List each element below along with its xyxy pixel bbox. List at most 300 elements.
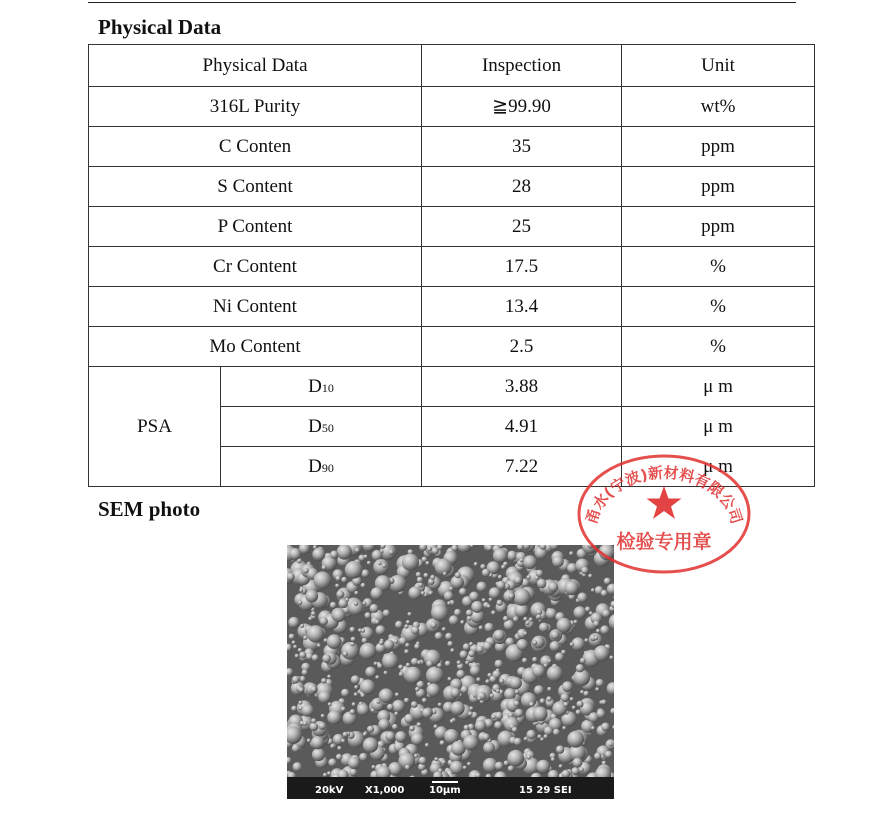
row-name: Ni Content	[89, 287, 422, 327]
sem-particle	[490, 694, 494, 698]
sem-particle	[526, 755, 531, 760]
sem-particle	[476, 677, 480, 681]
sem-particle	[427, 546, 432, 551]
sem-particle	[425, 743, 429, 747]
sem-particle	[354, 591, 358, 595]
sem-photo-heading: SEM photo	[98, 497, 201, 521]
sem-particle	[351, 675, 360, 684]
sem-particle	[470, 665, 481, 676]
sem-particle	[564, 702, 569, 707]
sem-particle	[307, 625, 324, 642]
psa-d-label: D50	[221, 407, 422, 447]
sem-particle	[469, 642, 473, 646]
sem-particle	[330, 744, 335, 749]
sem-particle	[504, 688, 516, 700]
sem-particle	[510, 677, 522, 689]
sem-particle	[570, 697, 574, 701]
header-unit: Unit	[622, 45, 815, 87]
sem-particle	[485, 679, 489, 683]
sem-particle	[438, 703, 442, 707]
sem-particle	[317, 644, 321, 648]
sem-particle	[514, 701, 520, 707]
sem-particle	[292, 676, 300, 684]
sem-particle	[459, 588, 467, 596]
sem-particle	[292, 641, 296, 645]
sem-particle	[537, 579, 547, 589]
sem-particle	[495, 660, 503, 668]
sem-particle	[559, 764, 563, 768]
sem-particle	[569, 551, 573, 555]
sem-particle	[604, 578, 611, 585]
sem-particle	[468, 650, 475, 657]
sem-particle	[465, 661, 469, 665]
sem-particle	[379, 640, 384, 645]
sem-particle	[345, 561, 363, 579]
sem-particle	[512, 727, 518, 733]
sem-particle	[411, 626, 419, 634]
sem-particle	[580, 658, 586, 664]
sem-particle	[596, 679, 604, 687]
sem-particle	[588, 574, 592, 578]
sem-particle	[311, 686, 317, 692]
sem-particle	[411, 701, 418, 708]
sem-particle	[330, 602, 337, 609]
sem-particle	[359, 753, 367, 761]
sem-particle	[321, 678, 327, 684]
sem-particle	[406, 663, 410, 667]
sem-particle	[440, 740, 445, 745]
sem-particle	[418, 582, 423, 587]
sem-info: 15 29 SEI	[519, 785, 572, 796]
sem-particle	[341, 707, 346, 712]
sem-particle	[421, 591, 425, 595]
top-rule	[88, 2, 796, 3]
sem-particle	[593, 621, 599, 627]
stamp-purpose: 检验专用章	[616, 531, 712, 553]
sem-particle	[293, 645, 297, 649]
sem-particle	[494, 630, 505, 641]
sem-particle	[405, 667, 422, 684]
sem-particle	[375, 675, 379, 679]
sem-particle	[415, 687, 420, 692]
sem-particle	[312, 548, 325, 561]
sem-particle	[392, 700, 405, 713]
sem-particle	[529, 702, 534, 707]
sem-particle	[536, 570, 543, 577]
sem-particle	[455, 572, 461, 578]
sem-particle	[288, 617, 299, 628]
sem-particle	[318, 691, 331, 704]
table-row	[89, 87, 815, 127]
sem-particle	[312, 654, 319, 661]
sem-particle	[424, 573, 429, 578]
sem-scale-bar	[432, 781, 458, 783]
sem-particle	[466, 610, 473, 617]
sem-particle	[601, 700, 606, 705]
sem-particle	[426, 666, 444, 684]
sem-particle	[442, 627, 446, 631]
sem-particle	[300, 676, 306, 682]
sem-particle	[430, 621, 437, 628]
sem-particle	[365, 667, 376, 678]
psa-value: 3.88	[422, 367, 622, 407]
sem-particle	[355, 548, 360, 553]
sem-particle	[405, 765, 410, 770]
sem-particle	[483, 642, 492, 651]
row-value: 28	[422, 167, 622, 207]
sem-particle	[539, 623, 549, 633]
sem-particle	[327, 675, 331, 679]
sem-particle	[352, 702, 356, 706]
sem-particle	[327, 771, 331, 775]
sem-particle	[527, 730, 537, 740]
sem-particle	[601, 590, 608, 597]
sem-particle	[434, 757, 438, 761]
sem-particle	[385, 731, 395, 741]
sem-particle	[303, 568, 309, 574]
sem-particle	[509, 593, 515, 599]
sem-particle	[501, 565, 506, 570]
sem-particle	[546, 608, 557, 619]
sem-particle	[540, 698, 546, 704]
sem-particle	[394, 639, 398, 643]
sem-particle	[547, 659, 551, 663]
sem-particle	[523, 555, 537, 569]
row-name: C Conten	[89, 127, 422, 167]
row-unit: %	[622, 327, 815, 367]
sem-particle	[570, 642, 574, 646]
sem-particle	[379, 688, 394, 703]
header-inspection: Inspection	[422, 45, 622, 87]
sem-magnification: X1,000	[365, 785, 405, 796]
sem-particle	[482, 733, 489, 740]
sem-particle	[469, 706, 473, 710]
sem-particle	[522, 658, 527, 663]
sem-particle	[544, 734, 548, 738]
sem-particle	[320, 617, 328, 625]
sem-particle	[536, 760, 550, 774]
row-unit: %	[622, 287, 815, 327]
sem-particle	[537, 735, 541, 739]
sem-particle	[581, 567, 588, 574]
sem-particle	[289, 634, 295, 640]
sem-particle	[476, 645, 484, 653]
sem-particle	[450, 688, 460, 698]
sem-particle	[302, 669, 308, 675]
sem-particle	[484, 623, 493, 632]
sem-particle	[547, 687, 551, 691]
sem-voltage: 20kV	[315, 785, 344, 796]
sem-particle	[536, 609, 542, 615]
sem-particle	[406, 620, 410, 624]
sem-particle	[546, 696, 551, 701]
sem-particle	[432, 547, 439, 554]
sem-particle	[303, 636, 307, 640]
sem-particle	[482, 598, 486, 602]
sem-particle	[548, 582, 558, 592]
sem-particle	[303, 721, 308, 726]
sem-particle	[354, 601, 359, 606]
sem-particle	[292, 744, 300, 752]
sem-particle	[343, 732, 348, 737]
sem-particle	[338, 599, 348, 609]
sem-particle	[460, 650, 468, 658]
sem-particle	[464, 725, 470, 731]
sem-particle	[414, 644, 420, 650]
row-value: 2.5	[422, 327, 622, 367]
sem-particle	[494, 721, 502, 729]
sem-particle	[577, 593, 587, 603]
sem-particle	[513, 588, 530, 605]
sem-particle	[579, 767, 584, 772]
sem-particle	[422, 708, 432, 718]
psa-row	[89, 367, 815, 407]
sem-particle	[378, 719, 390, 731]
sem-particle	[398, 665, 403, 670]
sem-particle	[445, 661, 451, 667]
sem-particle	[354, 685, 358, 689]
sem-particle	[437, 663, 442, 668]
sem-particle	[460, 620, 464, 624]
sem-particle	[382, 564, 386, 568]
sem-particle	[404, 698, 409, 703]
psa-d-label: D10	[221, 367, 422, 407]
sem-particle	[395, 731, 407, 743]
sem-particle	[408, 586, 421, 599]
sem-particle	[550, 641, 561, 652]
sem-particle	[404, 714, 414, 724]
sem-particle	[367, 726, 374, 733]
stamp-company: 甬水(宁波)新材料有限公司	[582, 463, 746, 527]
sem-particle	[468, 711, 473, 716]
sem-particle	[445, 633, 452, 640]
sem-particle	[576, 664, 584, 672]
sem-particle	[318, 722, 326, 730]
table-header-row	[89, 45, 815, 87]
psa-d-label: D90	[221, 447, 422, 487]
sem-particle	[567, 731, 584, 748]
sem-particle	[367, 561, 371, 565]
sem-particle	[322, 654, 331, 663]
sem-particle	[577, 701, 584, 708]
sem-particle	[336, 754, 342, 760]
sem-particle	[350, 642, 354, 646]
row-unit: ppm	[622, 207, 815, 247]
sem-particle	[477, 696, 481, 700]
sem-particle	[395, 693, 399, 697]
sem-particle	[335, 584, 339, 588]
sem-particle	[444, 591, 454, 601]
sem-particle	[387, 704, 394, 711]
sem-particle	[467, 762, 471, 766]
sem-particle	[523, 632, 527, 636]
sem-particle	[447, 601, 451, 605]
sem-particle	[520, 558, 524, 562]
row-value: ≧99.90	[422, 87, 622, 127]
sem-particle	[384, 640, 394, 650]
sem-particle	[594, 636, 598, 640]
row-value: 17.5	[422, 247, 622, 287]
sem-particle	[443, 572, 447, 576]
sem-particle	[457, 660, 461, 664]
sem-particle	[327, 634, 342, 649]
psa-value: 4.91	[422, 407, 622, 447]
sem-particle	[395, 621, 403, 629]
sem-particle	[361, 629, 365, 633]
row-value: 13.4	[422, 287, 622, 327]
psa-label: PSA	[89, 367, 221, 487]
sem-particle	[341, 739, 345, 743]
sem-particle	[496, 689, 500, 693]
physical-data-table	[88, 44, 815, 487]
row-value: 25	[422, 207, 622, 247]
sem-particle	[327, 710, 341, 724]
sem-particle	[351, 637, 356, 642]
sem-particle	[508, 766, 514, 772]
sem-particle	[450, 719, 454, 723]
sem-particle	[399, 637, 407, 645]
sem-particle	[289, 548, 301, 560]
sem-particle	[429, 591, 433, 595]
sem-particle	[308, 617, 312, 621]
sem-particle	[341, 642, 359, 660]
sem-particle	[553, 729, 560, 736]
psa-value: 7.22	[422, 447, 622, 487]
sem-particle	[328, 702, 332, 706]
sem-particle	[422, 698, 427, 703]
sem-particle	[430, 575, 435, 580]
sem-particle	[523, 617, 527, 621]
sem-particle	[483, 742, 495, 754]
sem-particle	[572, 706, 576, 710]
sem-particle	[364, 555, 368, 559]
row-name: 316L Purity	[89, 87, 422, 127]
sem-particle	[337, 746, 341, 750]
table-row	[89, 167, 815, 207]
sem-particle	[451, 545, 458, 552]
sem-particle	[533, 707, 548, 722]
sem-particle	[547, 666, 563, 682]
sem-particle	[408, 612, 412, 616]
sem-particle	[372, 765, 376, 769]
sem-particle	[601, 723, 610, 732]
sem-particle	[354, 692, 358, 696]
sem-particle	[433, 724, 437, 728]
sem-particle	[515, 709, 524, 718]
sem-particle	[533, 640, 538, 645]
sem-particle	[377, 663, 382, 668]
sem-particle	[350, 709, 356, 715]
sem-particle	[350, 627, 356, 633]
sem-particle	[534, 685, 544, 695]
sem-particle	[448, 677, 452, 681]
sem-particle	[310, 722, 319, 731]
row-name: P Content	[89, 207, 422, 247]
sem-particle	[574, 606, 587, 619]
sem-particle	[602, 610, 610, 618]
sem-particle	[526, 621, 530, 625]
sem-particle	[404, 624, 408, 628]
row-unit: ppm	[622, 167, 815, 207]
sem-particle	[350, 769, 358, 777]
sem-particle	[562, 726, 566, 730]
sem-particle	[322, 565, 327, 570]
sem-particle	[526, 575, 530, 579]
sem-particle	[336, 590, 344, 598]
sem-particle	[426, 660, 433, 667]
sem-particle	[370, 604, 379, 613]
sem-particle	[341, 577, 347, 583]
sem-particle	[451, 701, 465, 715]
sem-particle	[521, 692, 537, 708]
sem-particle	[311, 718, 316, 723]
sem-particle	[487, 604, 491, 608]
sem-particle	[556, 745, 564, 753]
psa-unit: μ m	[622, 367, 815, 407]
sem-particle	[417, 577, 423, 583]
sem-particle	[515, 690, 519, 694]
row-name: Mo Content	[89, 327, 422, 367]
sem-particle	[491, 610, 496, 615]
row-value: 35	[422, 127, 622, 167]
sem-particle	[399, 672, 404, 677]
physical-data-heading: Physical Data	[98, 15, 222, 39]
sem-particle	[474, 562, 478, 566]
row-unit: ppm	[622, 127, 815, 167]
sem-particle	[330, 551, 338, 559]
sem-particle	[532, 665, 545, 678]
row-name: S Content	[89, 167, 422, 207]
sem-particle	[378, 561, 382, 565]
sem-particle	[431, 604, 448, 621]
sem-particle	[594, 645, 610, 661]
sem-particle	[402, 554, 419, 571]
sem-particle	[450, 648, 454, 652]
sem-particle	[551, 631, 560, 640]
row-unit: %	[622, 247, 815, 287]
sem-particle	[375, 620, 380, 625]
sem-particle	[573, 758, 583, 768]
sem-particle	[584, 638, 588, 642]
sem-particle	[404, 649, 409, 654]
sem-particle	[414, 754, 418, 758]
sem-particle	[419, 757, 427, 765]
sem-scale-label: 10μm	[429, 785, 461, 796]
sem-particle	[596, 629, 600, 633]
sem-particle	[562, 770, 570, 778]
sem-particle	[376, 625, 386, 635]
sem-particle	[456, 670, 465, 679]
sem-particle	[293, 762, 303, 772]
sem-particle	[348, 757, 360, 769]
sem-particle	[373, 559, 389, 575]
sem-particle	[442, 760, 446, 764]
table-row	[89, 327, 815, 367]
sem-particle	[497, 581, 506, 590]
sem-particle	[299, 652, 306, 659]
sem-particle	[360, 643, 377, 660]
sem-particle	[471, 601, 483, 613]
sem-particle	[594, 753, 601, 760]
sem-particle	[321, 714, 325, 718]
sem-particle	[595, 687, 599, 691]
sem-particle	[610, 656, 614, 660]
table-row	[89, 127, 815, 167]
sem-particle	[311, 611, 316, 616]
sem-particle	[605, 751, 613, 759]
sem-particle	[307, 739, 311, 743]
sem-particle	[365, 612, 372, 619]
